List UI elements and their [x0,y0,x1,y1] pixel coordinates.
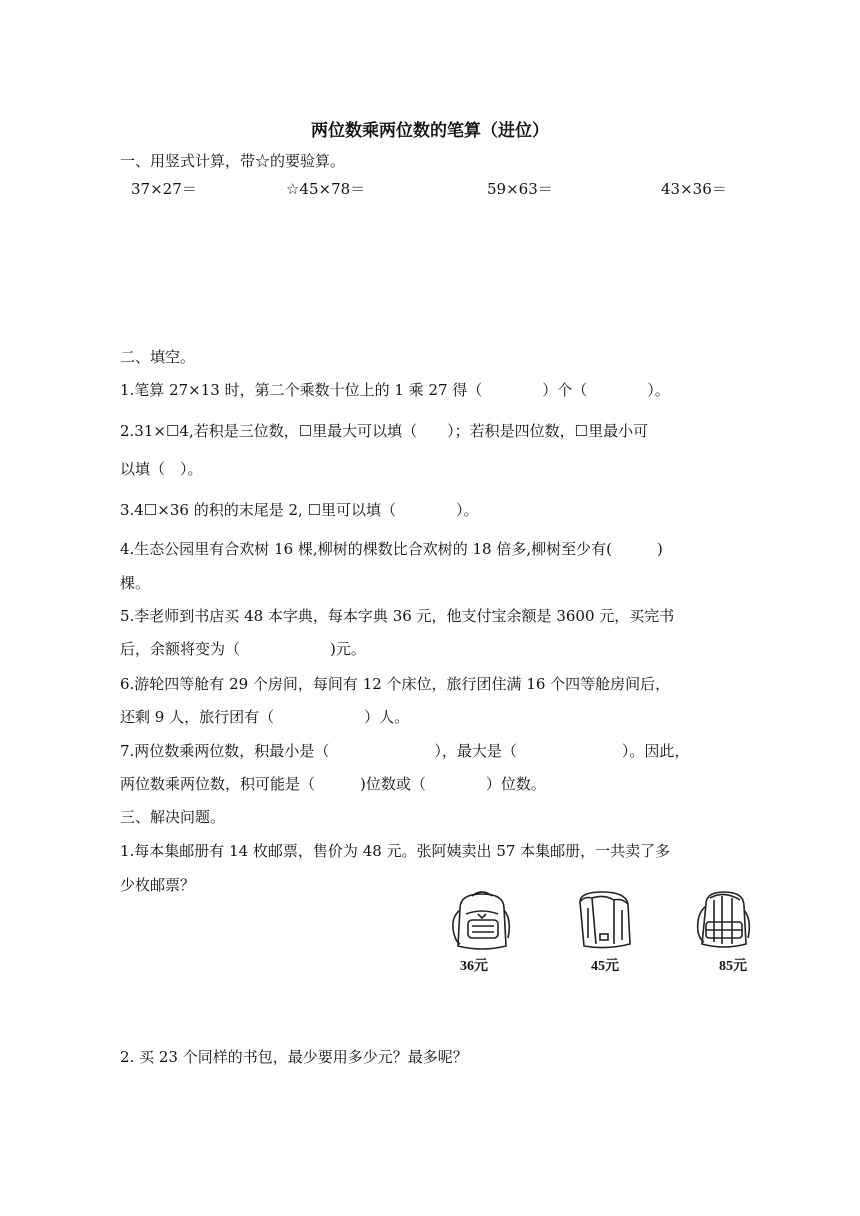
calc-problem-1: 37×27＝ [131,180,197,198]
price-label-3: 85元 [719,959,747,974]
fill-line-1: 1.笔算 27×13 时，第二个乘数十位上的 1 乘 27 得（ ）个（ ）。 [120,381,670,399]
price-label-2: 45元 [591,959,619,974]
fill-line-3: 3.4☐×36 的积的末尾是 2, ☐里可以填（ ）。 [120,501,479,519]
calc-problem-4: 43×36＝ [661,180,727,198]
fill-line-2b: 以填（ ）。 [120,460,203,478]
fill-line-4b: 棵。 [120,574,151,592]
fill-line-4: 4.生态公园里有合欢树 16 棵,柳树的棵数比合欢树的 18 倍多,柳树至少有( ) [120,540,663,558]
problem-2-question: 2. 买 23 个同样的书包，最少要用多少元？最多呢？ [120,1048,468,1066]
fill-line-2: 2.31×☐4,若积是三位数，☐里最大可以填（ ）；若积是四位数，☐里最小可 [120,422,649,440]
problem-1-line-2: 少枚邮票？ [120,876,196,894]
backpack-3-icon [692,888,754,954]
calc-problem-2: ☆45×78＝ [286,180,366,198]
section-3-heading: 三、解决问题。 [120,808,226,826]
fill-line-7: 7.两位数乘两位数，积最小是（ ），最大是（ ）。因此， [120,742,690,760]
calc-problem-3: 59×63＝ [487,180,553,198]
section-2-heading: 二、填空。 [120,348,196,366]
problem-1-line-1: 1.每本集邮册有 14 枚邮票，售价为 48 元。张阿姨卖出 57 本集邮册，一共卖了多 [120,842,671,860]
fill-line-6b: 还剩 9 人，旅行团有（ ）人。 [120,708,410,726]
price-label-1: 36元 [460,959,488,974]
fill-line-5: 5.李老师到书店买 48 本字典，每本字典 36 元，他支付宝余额是 3600 元，买完书 [120,607,675,625]
fill-line-6: 6.游轮四等舱有 29 个房间，每间有 12 个床位，旅行团住满 16 个四等舱房间后， [120,675,671,693]
section-1-heading: 一、用竖式计算，带☆的要验算。 [120,152,346,170]
backpack-2-icon [570,888,640,954]
fill-line-5b: 后，余额将变为（ )元。 [120,640,366,658]
fill-line-7b: 两位数乘两位数，积可能是（ )位数或（ ）位数。 [120,775,546,793]
page-title: 两位数乘两位数的笔算（进位） [311,121,549,141]
backpack-1-icon [446,888,516,954]
